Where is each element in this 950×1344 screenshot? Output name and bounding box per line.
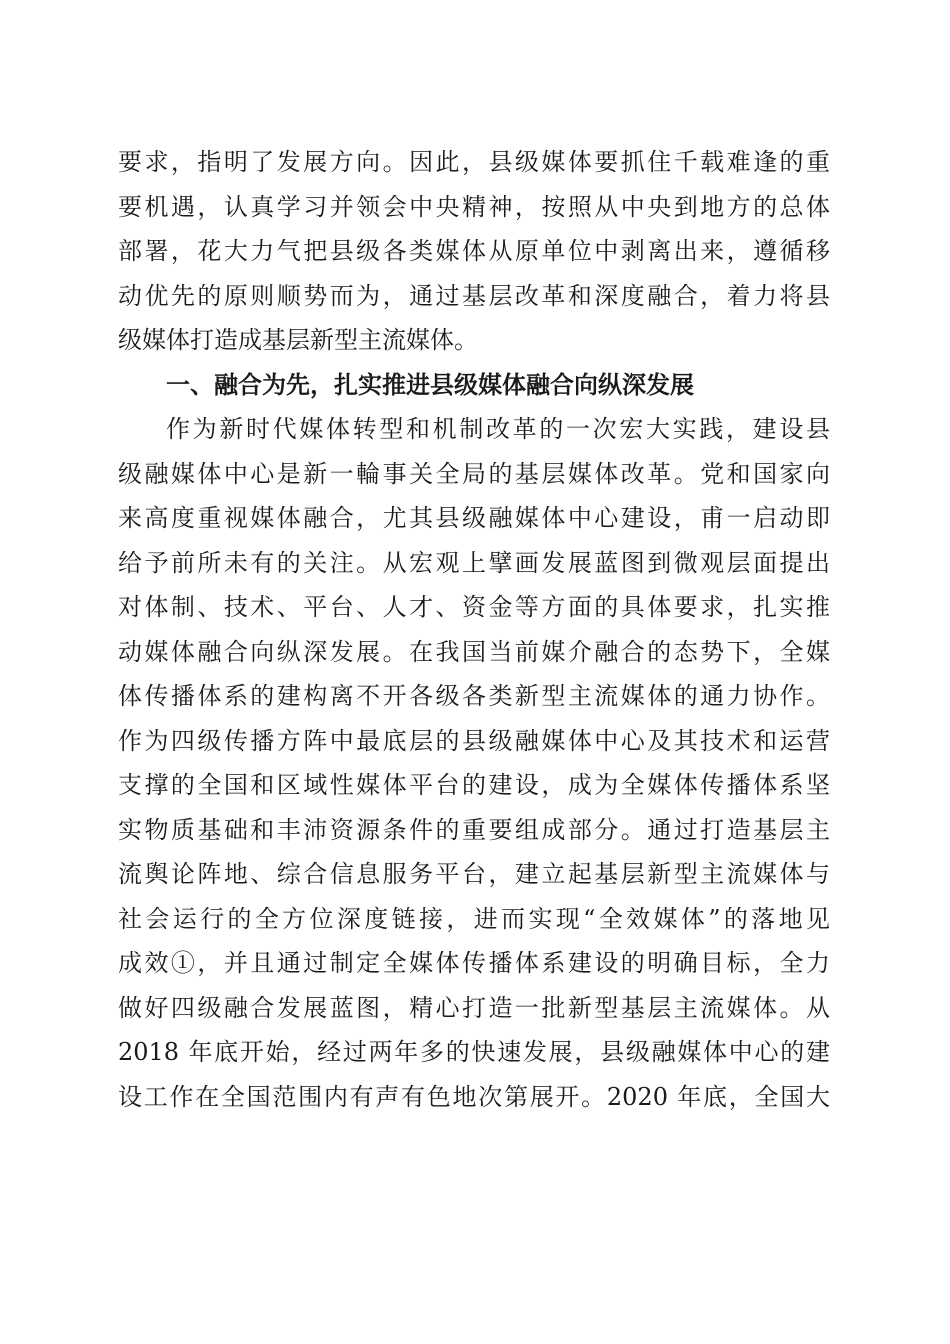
body-text bbox=[118, 140, 830, 1119]
paragraph-1-line: 要求，指明了发展方向。因此，县级媒体要抓住千载难逢的重 bbox=[118, 148, 830, 176]
paragraph-1-line: 级媒体打造成基层新型主流媒体。 bbox=[118, 326, 478, 354]
paragraph-2-line: 级融媒体中心是新一輪事关全局的基层媒体改革。党和国家向 bbox=[118, 459, 830, 488]
paragraph-2-line: 体传播体系的建构离不开各级各类新型主流媒体的通力协作。 bbox=[118, 682, 830, 710]
paragraph-2-line: 作为四级传播方阵中最底层的县级融媒体中心及其技术和运营 bbox=[118, 726, 830, 755]
paragraph-2-line: 作为新时代媒体转型和机制改革的一次宏大实践，建设县 bbox=[166, 415, 830, 443]
paragraph-2-line: 成效①，并且通过制定全媒体传播体系建设的明确目标，全力 bbox=[118, 949, 830, 977]
paragraph-2-line: 来高度重视媒体融合，尤其县级融媒体中心建设，甫一启动即 bbox=[118, 504, 830, 532]
section-heading: 一、融合为先，扎实推进县级媒体融合向纵深发展 bbox=[166, 370, 694, 399]
paragraph-1-line: 动优先的原则顺势而为，通过基层改革和深度融合，着力将县 bbox=[118, 281, 830, 310]
paragraph-2-line: 流舆论阵地、综合信息服务平台，建立起基层新型主流媒体与 bbox=[118, 860, 830, 888]
paragraph-2-line: 给予前所未有的关注。从宏观上擘画发展蓝图到微观层面提出 bbox=[118, 548, 830, 577]
paragraph-2-line: 支撑的全国和区域性媒体平台的建设，成为全媒体传播体系坚 bbox=[118, 771, 830, 799]
paragraph-2-line: 社会运行的全方位深度链接，进而实现“全效媒体”的落地见 bbox=[118, 904, 830, 933]
paragraph-2-line: 做好四级融合发展蓝图，精心打造一批新型基层主流媒体。从 bbox=[118, 993, 830, 1022]
paragraph-1-line: 部署，花大力气把县级各类媒体从原单位中剥离出来，遵循移 bbox=[118, 237, 830, 265]
paragraph-2-line: 对体制、技术、平台、人才、资金等方面的具体要求，扎实推 bbox=[118, 593, 830, 621]
paragraph-2-line: 动媒体融合向纵深发展。在我国当前媒介融合的态势下，全媒 bbox=[118, 637, 830, 666]
paragraph-2-line: 实物质基础和丰沛资源条件的重要组成部分。通过打造基层主 bbox=[118, 815, 830, 844]
paragraph-1-line: 要机遇，认真学习并领会中央精神，按照从中央到地方的总体 bbox=[118, 192, 830, 221]
paragraph-2-line: 2018 年底开始，经过两年多的快速发展，县级融媒体中心的建 bbox=[118, 1038, 830, 1066]
paragraph-2-line: 设工作在全国范围内有声有色地次第展开。2020 年底，全国大 bbox=[118, 1082, 830, 1111]
